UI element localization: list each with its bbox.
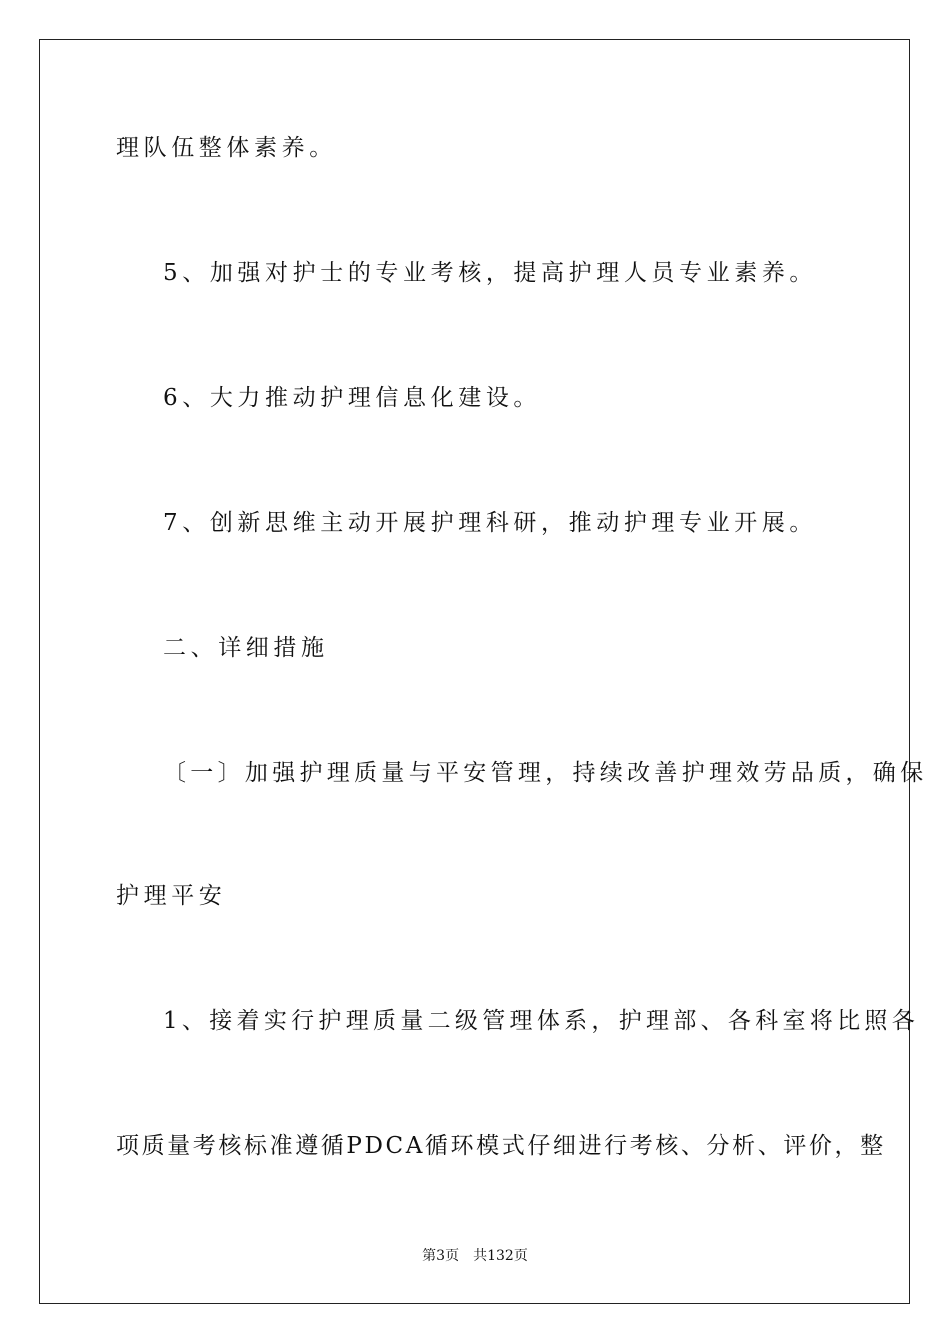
paragraph-line-2: 5、加强对护士的专业考核，提高护理人员专业素养。 <box>163 260 818 286</box>
subsection-heading-line-1: 〔一〕加强护理质量与平安管理，持续改善护理效劳品质，确保 <box>163 760 928 786</box>
page-number: 第3页 <box>422 1248 460 1264</box>
page-border <box>39 39 910 1304</box>
paragraph-line-5: 1、接着实行护理质量二级管理体系，护理部、各科室将比照各 <box>163 1008 920 1034</box>
page-total: 共132页 <box>473 1248 528 1264</box>
paragraph-line-1: 理队伍整体素养。 <box>116 135 337 161</box>
paragraph-line-6: 项质量考核标准遵循PDCA循环模式仔细进行考核、分析、评价，整 <box>116 1133 886 1159</box>
page-footer <box>0 1246 950 1266</box>
subsection-heading-line-2: 护理平安 <box>116 883 227 909</box>
paragraph-line-3: 6、大力推动护理信息化建设。 <box>163 385 542 411</box>
section-heading: 二、详细措施 <box>163 635 329 661</box>
paragraph-line-4: 7、创新思维主动开展护理科研，推动护理专业开展。 <box>163 510 818 536</box>
